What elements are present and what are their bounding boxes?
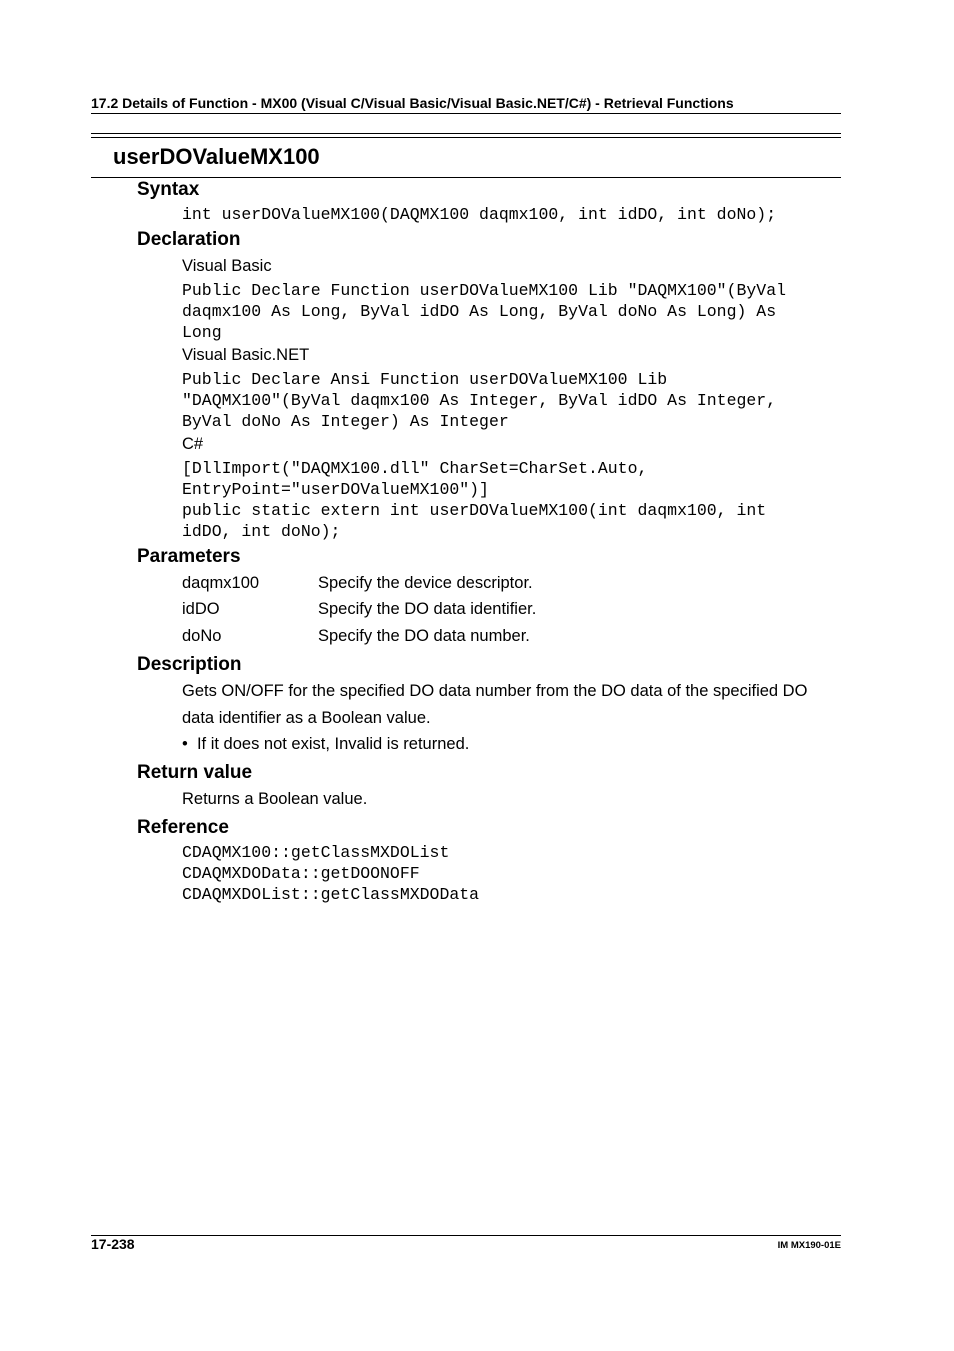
param-name: doNo [182, 627, 222, 645]
reference-code: CDAQMX100::getClassMXDOList CDAQMXDOData::getDOONOFF CDAQMXDOList::getClassMXDOData [182, 843, 480, 904]
description-heading: Description [137, 654, 242, 675]
header-rule [91, 113, 841, 114]
document-id: IM MX190-01E [777, 1240, 841, 1251]
vbnet-label: Visual Basic.NET [182, 346, 310, 364]
param-desc: Specify the DO data identifier. [318, 600, 537, 618]
cs-label: C# [182, 435, 204, 453]
param-name: idDO [182, 600, 220, 618]
declaration-heading: Declaration [137, 229, 241, 250]
page-number: 17-238 [91, 1236, 135, 1252]
vbnet-code: Public Declare Ansi Function userDOValueMX100 Lib "DAQMX100"(ByVal daqmx100 As Integer, ByVal idDO As Integer, ByVal doNo As Integer) As Integer [182, 370, 777, 431]
return-value-text: Returns a Boolean value. [182, 790, 368, 808]
param-name: daqmx100 [182, 574, 260, 592]
cs-code: [DllImport("DAQMX100.dll" CharSet=CharSet.Auto, EntryPoint="userDOValueMX100")] public static extern int userDOValueMX100(int daqmx100, int idDO, int doNo); [182, 459, 767, 541]
syntax-heading: Syntax [137, 179, 200, 200]
footer-rule [91, 1235, 841, 1236]
param-desc: Specify the DO data number. [318, 627, 530, 645]
vb-code: Public Declare Function userDOValueMX100 Lib "DAQMX100"(ByVal daqmx100 As Long, ByVal idDO As Long, ByVal doNo As Long) As Long [182, 281, 786, 342]
parameters-heading: Parameters [137, 546, 241, 567]
description-text: Gets ON/OFF for the specified DO data number from the DO data of the specified DO data identifier as a Boolean value. [182, 682, 808, 727]
title-top-rule-2 [91, 137, 841, 138]
reference-heading: Reference [137, 817, 229, 838]
running-header: 17.2 Details of Function - MX00 (Visual C/Visual Basic/Visual Basic.NET/C#) - Retrieval Functions [91, 95, 734, 111]
return-value-heading: Return value [137, 762, 253, 783]
param-desc: Specify the device descriptor. [318, 574, 533, 592]
page-title: userDOValueMX100 [113, 144, 320, 169]
description-bullet: • If it does not exist, Invalid is returned. [182, 735, 470, 753]
bullet-text: If it does not exist, Invalid is returned. [196, 735, 470, 753]
title-bottom-rule [91, 177, 841, 178]
title-top-rule [91, 133, 841, 134]
vb-label: Visual Basic [182, 257, 272, 275]
syntax-code: int userDOValueMX100(DAQMX100 daqmx100, int idDO, int doNo); [182, 205, 777, 224]
